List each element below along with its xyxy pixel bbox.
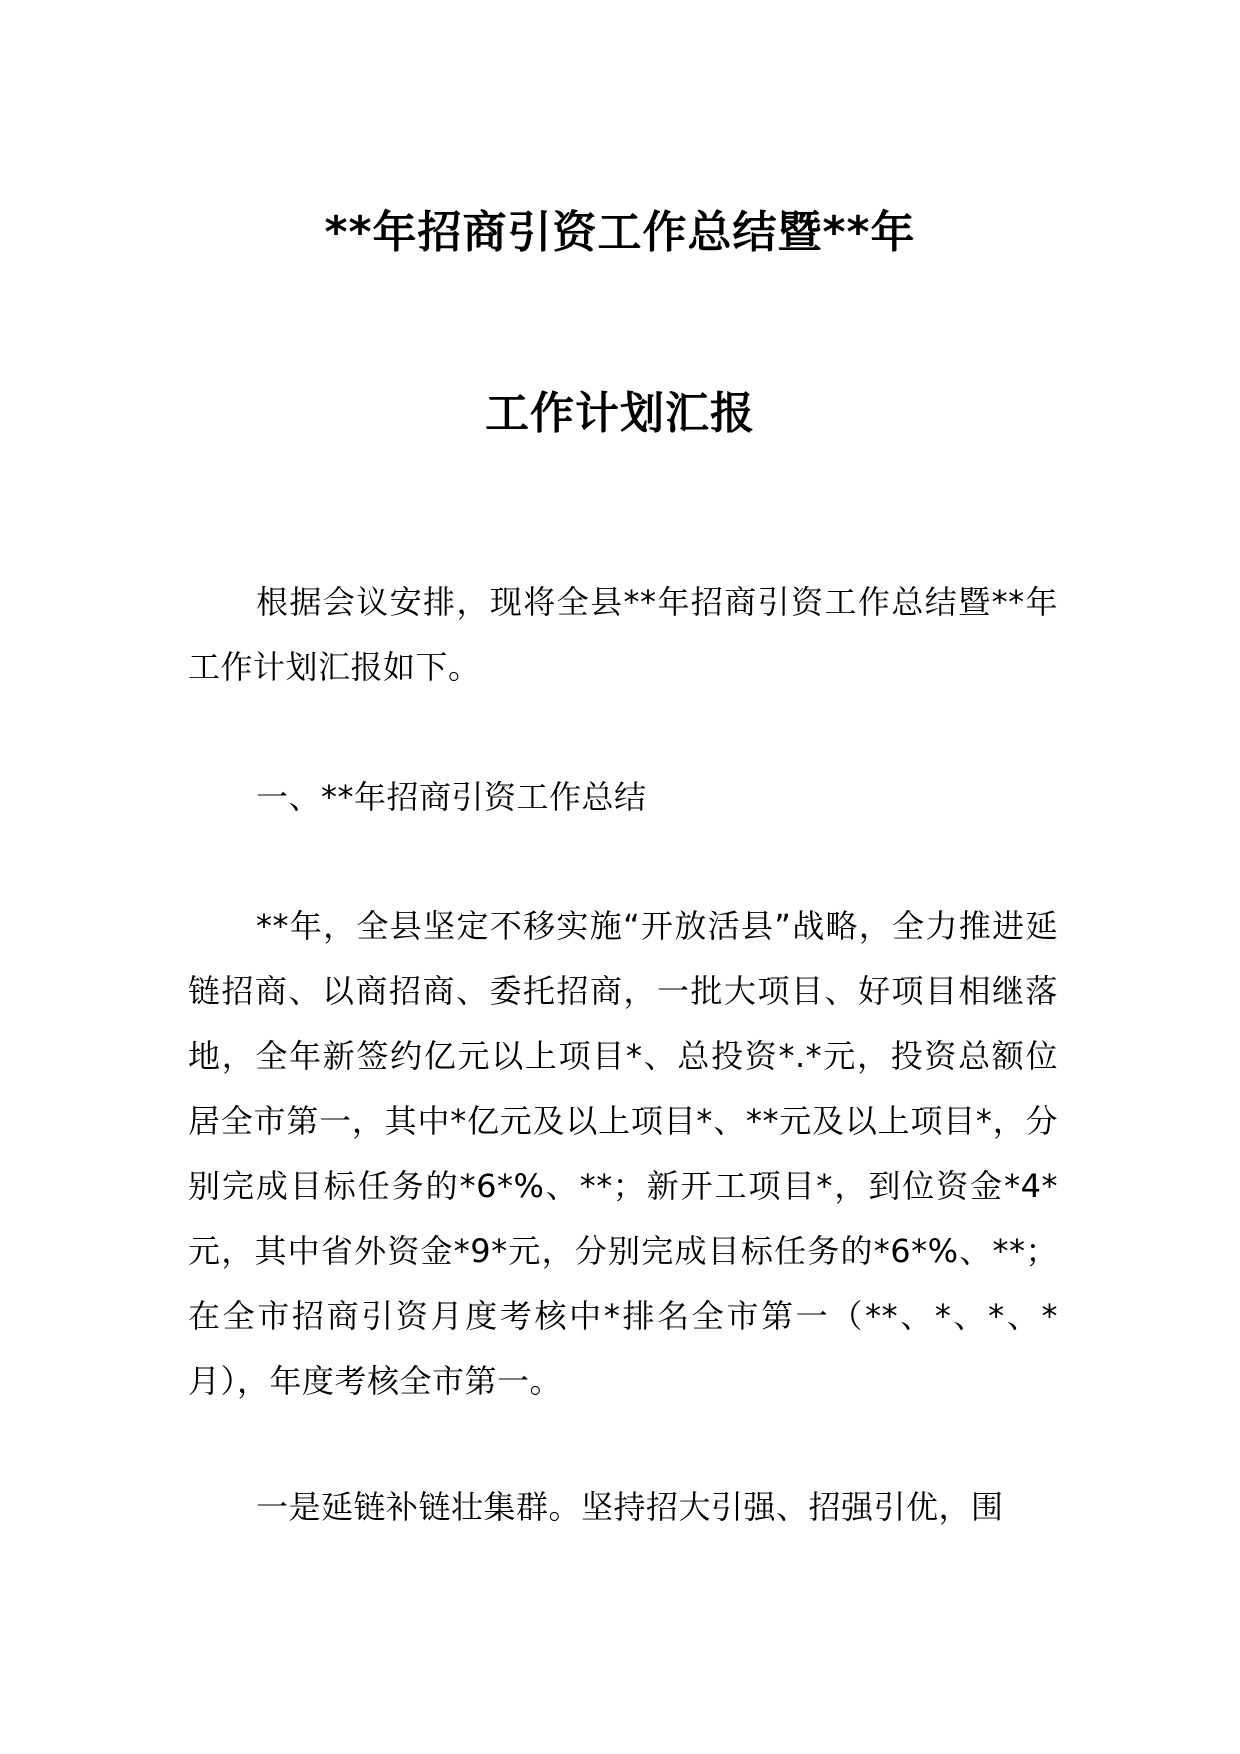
intro-paragraph: 根据会议安排，现将全县**年招商引资工作总结暨**年工作计划汇报如下。 <box>188 583 1058 686</box>
document-title-line-2: 工作计划汇报 <box>485 388 755 439</box>
point-1-paragraph: 一是延链补链壮集群。坚持招大引强、招强引优，围 <box>256 1488 1004 1526</box>
section-1-heading: 一、**年招商引资工作总结 <box>256 778 647 816</box>
document-title-line-1: **年招商引资工作总结暨**年 <box>324 207 916 258</box>
summary-paragraph: **年，全县坚定不移实施“开放活县”战略，全力推进延链招商、以商招商、委托招商，一批大项目、好项目相继落地，全年新签约亿元以上项目*、总投资*.*元，投资总额位居全市第一，其中*亿元及以上项目*、**元及以上项目*，分别完成目标任务的*6*%、**；新开工项目*，到位资金*4*元，其中省外资金*9*元，分别完成目标任务的*6*%、**；在全市招商引资月度考核中*排名全市第一（**、*、*、*月），年度考核全市第一。 <box>188 907 1058 1400</box>
